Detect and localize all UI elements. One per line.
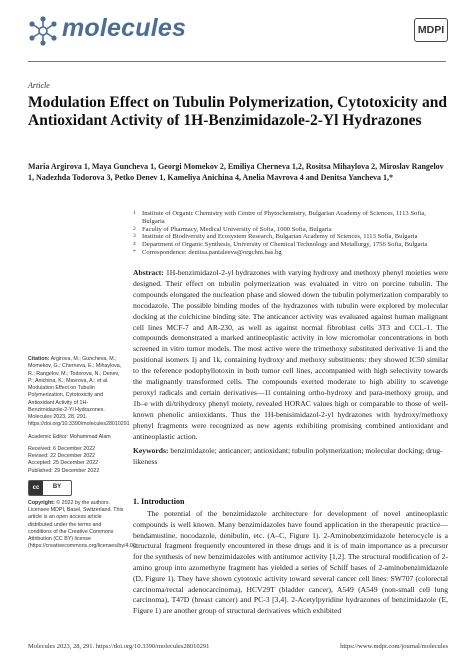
copyright-text: © 2022 by the authors. Licensee MDPI, Basel, Switzerland. This article is an open access article distributed under the terms and conditions of the Creative Commons Attribution (CC BY) license (https://creativecommons.org/licenses/by/4.0/). bbox=[28, 499, 138, 550]
affiliation-number: 3 bbox=[133, 233, 136, 240]
footer-citation[interactable]: Molecules 2023, 28, 291. https://doi.org/10.3390/molecules28010291 bbox=[28, 643, 210, 650]
article-title: Modulation Effect on Tubulin Polymerization, Cytotoxicity and Antioxidant Activity of 1H-Benzimidazole-2-Yl Hydrazones bbox=[28, 94, 447, 129]
keywords-text: benzimidazole; anticancer; antioxidant; tubulin polymerization; molecular docking; drug-likeness bbox=[133, 446, 443, 466]
affiliation-text: Faculty of Pharmacy, Medical University of Sofia, 1000 Sofia, Bulgaria bbox=[142, 225, 332, 233]
cc-by-license-icon[interactable] bbox=[28, 480, 72, 496]
affiliation-number: 2 bbox=[133, 225, 136, 232]
affiliation-text: Institute of Organic Chemistry with Centre of Phytochemistry, Bulgarian Academy of Sciences, 1113 Sofia, Bulgaria bbox=[142, 210, 426, 225]
introduction-heading: 1. Introduction bbox=[133, 497, 185, 506]
keywords-label: Keywords: bbox=[133, 446, 169, 455]
citation-text[interactable]: Argirova, M.; Guncheva, M.; Momekov, G.; Cherneva, E.; Mihaylova, R.; Rangelov, M.; Todorova, N.; Denev, P.; Anichina, K.; Mavrova, A.; et al. Modulation Effect on Tubulin Polymerization, Cytotoxicity and Antioxidant Activity of 1H-Benzimidazole-2-Yl Hydrazones. Molecules 2023, 28, 291. https://doi.org/10.3390/molecules28010291 bbox=[28, 356, 130, 428]
publisher-logo[interactable]: MDPI bbox=[414, 18, 448, 42]
introduction-text: The potential of the benzimidazole architecture for development of novel antineoplastic compounds is well known. Many benzimidazoles have found application in the therapeutic practice—bendamustine, nocodazole, denibulin, etc. (A–C, Figure 1). 2-Aminobenzimidazole heterocycle is a structural fragment frequently encountered in these drugs and it is of main importance as a precursor for the synthesis of new benzimidazoles with antitumor activity [1,2]. The structural modification of 2-amino group into azomethyne fragment has yielded a series of Schiff bases of 2-aminobenzimidazole (D, Figure 1). They have shown cytotoxic activity toward several cancer cell lines: SW707 (colorectal carcinoma/rectal adenocarcinoma), HCV29T (bladder cancer), A549 (A549 (non-small cell lung carcinoma), T47D (breast cancer) and PC-3 [3,4]. 2-Acetylpyridine hydrazones of benzimidazole (E, Figure 1) are another group of structural derivatives which exhibited bbox=[133, 509, 448, 616]
abstract-text: 1H-benzimidazol-2-yl hydrazones with varying hydroxy and methoxy phenyl moieties were designed. Their effect on tubulin polymerization was evaluated in vitro on porcine tubulin. The compounds elongated the nucleation phase and slowed down the tubulin polymerization comparably to nocodazole. The possible binding modes of the hydrazones with tubulin were explored by molecular docking at the colchicine binding site. The anticancer activity was evaluated against human malignant cell lines MCF-7 and AR-230, as well as against normal fibroblast cells 3T3 and CCL-1. The compounds demonstrated a marked antineoplastic activity in low micromolar concentrations in both screened in vitro tumor models. The most active were the trimethoxy substituted derivative 1i and the positional isomers 1j and 1k, containing hydroxy and methoxy substituents: they showed IC50 similar to the reference podophyllotoxin in both tumor cell lines, accompanied with high selectivity towards the malignantly transformed cells. The compounds exerted moderate to high ability to scavenge peroxyl radicals and certain derivatives—1l containing ortho-hydroxy and para-methoxy group, and 1b–e with di/trihydroxy phenyl moiety, revealed HORAC values high or comparable to those of well-known phenolic antioxidants. Thus the 1H-benisimidazol-2-yl hydrazones with hydroxy/methoxy phenyl fragments were recognized as new agents exhibiting promising combined antioxidant and antineoplastic action. bbox=[133, 268, 448, 441]
author-list: Maria Argirova 1, Maya Guncheva 1, Georgi Momekov 2, Emiliya Cherneva 1,2, Rositsa Mihaylova 2, Miroslav Rangelov 1, Nadezhda Todorova 3, Petko Denev 1, Kameliya Anichina 4, Anelia Mavrova 4 and Denitsa Yancheva 1,* bbox=[28, 162, 444, 183]
affiliation-text: Department of Organic Synthesis, University of Chemical Technology and Metallurgy, 1756 Sofia, Bulgaria bbox=[142, 241, 428, 249]
received-date: Received: 6 December 2022 bbox=[28, 445, 96, 452]
copyright-label: Copyright: bbox=[28, 499, 55, 506]
cc-icon: cc bbox=[29, 481, 43, 495]
correspondence bbox=[133, 249, 448, 257]
correspondence-email[interactable]: Correspondence: denitsa.pantaleeva@orgchm.bas.bg bbox=[142, 248, 282, 256]
journal-name[interactable]: molecules bbox=[62, 14, 187, 42]
affiliation-number: 4 bbox=[133, 241, 136, 248]
copyright-block bbox=[28, 499, 138, 551]
affiliation-item bbox=[133, 241, 448, 249]
published-date: Published: 29 December 2022 bbox=[28, 467, 100, 474]
molecules-logo-icon bbox=[28, 16, 58, 46]
affiliation-number: 1 bbox=[133, 210, 136, 216]
affiliation-item bbox=[133, 226, 448, 234]
affiliation-text: Institute of Biodiversity and Ecosystem Research, Bulgarian Academy of Sciences, 1113 Sofia, Bulgaria bbox=[142, 233, 418, 241]
article-info-sidebar bbox=[28, 356, 138, 556]
article-type: Article bbox=[28, 81, 50, 90]
journal-header bbox=[0, 0, 474, 56]
affiliations bbox=[133, 210, 448, 257]
header-divider bbox=[28, 61, 446, 62]
academic-editor: Academic Editor: Mohammad Alam bbox=[28, 433, 111, 440]
abstract-label: Abstract: bbox=[133, 268, 164, 277]
abstract bbox=[133, 268, 448, 443]
affiliation-item bbox=[133, 210, 448, 226]
accepted-date: Accepted: 25 December 2022 bbox=[28, 460, 99, 467]
footer-journal-url[interactable]: https://www.mdpi.com/journal/molecules bbox=[340, 643, 448, 650]
affiliation-number: * bbox=[133, 248, 136, 255]
citation-label: Citation: bbox=[28, 356, 50, 362]
revised-date: Revised: 22 December 2022 bbox=[28, 453, 96, 459]
affiliation-item bbox=[133, 233, 448, 241]
by-icon: BY bbox=[52, 484, 62, 491]
citation-block bbox=[28, 356, 130, 429]
keywords bbox=[133, 446, 448, 468]
